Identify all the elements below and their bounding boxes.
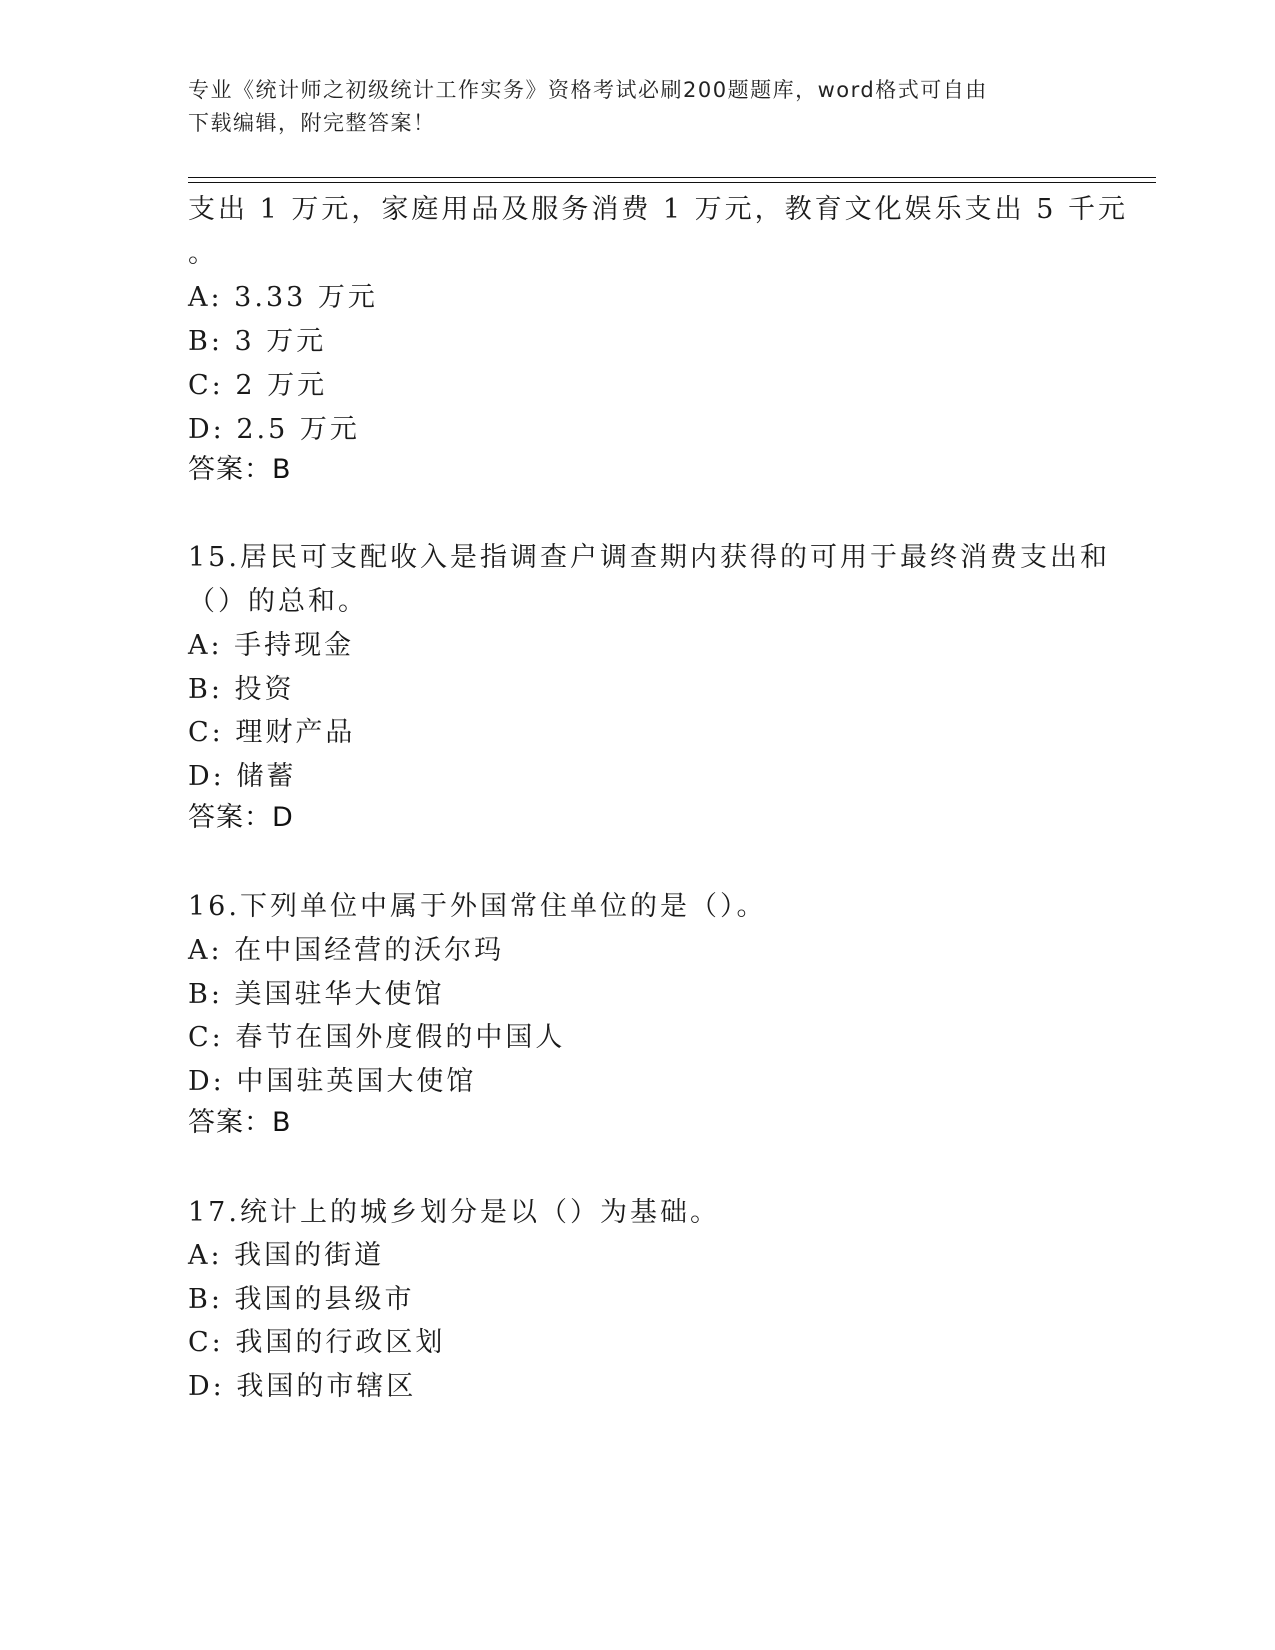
header-note (188, 74, 1088, 140)
question-16-answer: 答案：B (188, 1107, 292, 1138)
question-15-option-b: B: 投资 (188, 674, 295, 705)
question-14-text-line-1: 支出 1 万元，家庭用品及服务消费 1 万元，教育文化娱乐支出 5 千元 (188, 194, 1129, 225)
question-15-option-a: A: 手持现金 (188, 630, 355, 661)
question-16-option-d: D: 中国驻英国大使馆 (188, 1066, 477, 1097)
question-17-option-c: C: 我国的行政区划 (188, 1327, 446, 1358)
header-rule-thick (188, 177, 1156, 178)
question-16-option-b: B: 美国驻华大使馆 (188, 979, 445, 1010)
header-line-2: 下载编辑，附完整答案！ (188, 111, 436, 135)
header-rule-thin (188, 182, 1156, 183)
question-17-option-d: D: 我国的市辖区 (188, 1371, 417, 1402)
question-14-option-c: C: 2 万元 (188, 370, 328, 401)
question-15-text-line-1: 15.居民可支配收入是指调查户调查期内获得的可用于最终消费支出和 (188, 542, 1110, 573)
question-14-text-line-2: 。 (188, 238, 218, 269)
question-14-answer: 答案：B (188, 454, 292, 485)
question-14-option-d: D: 2.5 万元 (188, 414, 360, 445)
question-14-option-b: B: 3 万元 (188, 326, 327, 357)
question-16-option-c: C: 春节在国外度假的中国人 (188, 1022, 566, 1053)
question-16-option-a: A: 在中国经营的沃尔玛 (188, 935, 505, 966)
question-15-option-c: C: 理财产品 (188, 717, 356, 748)
question-16-text-line-1: 16.下列单位中属于外国常住单位的是（）。 (188, 891, 767, 922)
question-15-text-line-2: （）的总和。 (188, 586, 368, 617)
question-15-option-d: D: 储蓄 (188, 761, 297, 792)
question-14-option-a: A: 3.33 万元 (188, 282, 378, 313)
question-17-option-b: B: 我国的县级市 (188, 1284, 415, 1315)
question-17-option-a: A: 我国的街道 (188, 1240, 385, 1271)
question-15-answer: 答案：D (188, 802, 294, 833)
header-line-1: 专业《统计师之初级统计工作实务》资格考试必刷200题题库，word格式可自由 (188, 78, 988, 102)
question-17-text-line-1: 17.统计上的城乡划分是以（）为基础。 (188, 1197, 720, 1228)
